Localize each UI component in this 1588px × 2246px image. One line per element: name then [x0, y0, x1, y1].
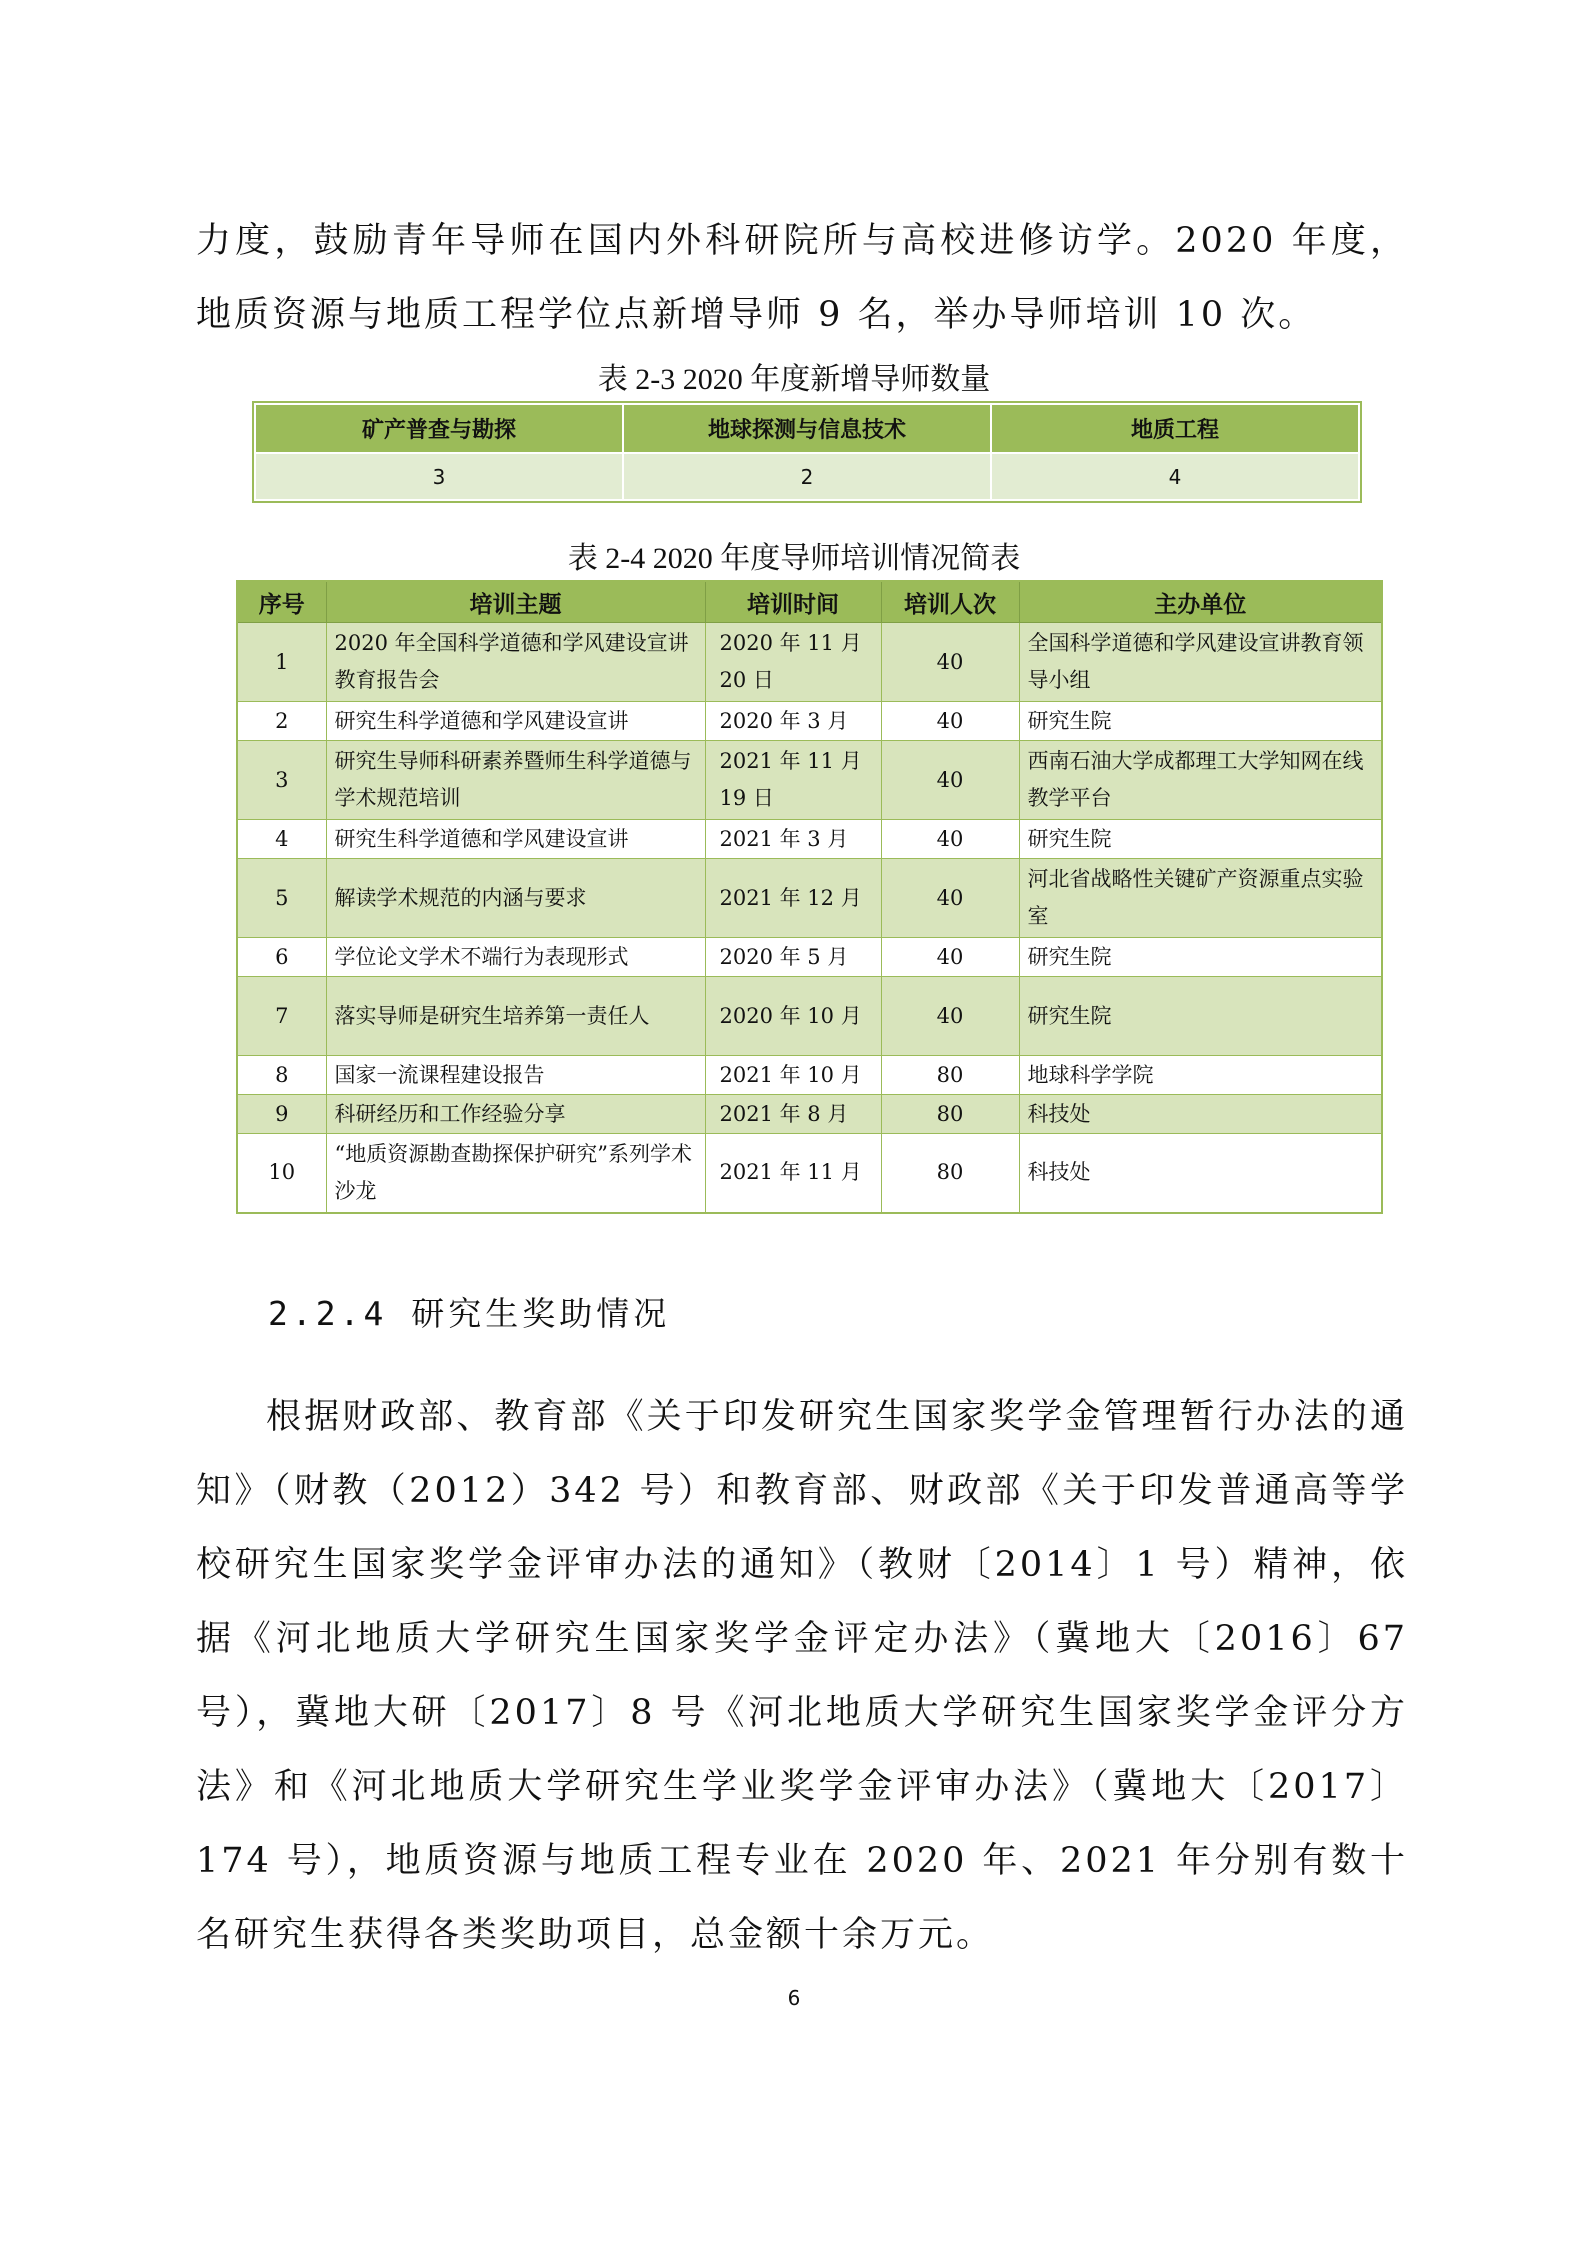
row-no: 4 — [237, 820, 326, 859]
row-time: 2020 年 5 月 — [705, 938, 881, 977]
header-topic: 培训主题 — [326, 581, 705, 623]
row-no: 1 — [237, 623, 326, 702]
table4-caption: 表 2-4 2020 年度导师培训情况简表 — [567, 542, 1021, 575]
row-no: 5 — [237, 859, 326, 938]
advisor-training-table — [236, 580, 1383, 1214]
row-topic: 解读学术规范的内涵与要求 — [326, 859, 705, 938]
row-count: 40 — [881, 977, 1019, 1056]
table-header-cell: 矿产普查与勘探 — [255, 404, 623, 453]
header-no: 序号 — [237, 581, 326, 623]
row-org: 西南石油大学成都理工大学知网在线教学平台 — [1019, 741, 1382, 820]
row-org: 全国科学道德和学风建设宣讲教育领导小组 — [1019, 623, 1382, 702]
row-topic: 落实导师是研究生培养第一责任人 — [326, 977, 705, 1056]
row-count: 40 — [881, 820, 1019, 859]
intro-paragraph: 力度，鼓励青年导师在国内外科研院所与高校进修访学。2020 年度，地质资源与地质工程学位点新增导师 9 名，举办导师培训 10 次。 — [196, 221, 1408, 335]
header-count: 培训人次 — [881, 581, 1019, 623]
table-row — [237, 741, 1382, 820]
table-cell: 2 — [623, 453, 991, 500]
row-org: 研究生院 — [1019, 938, 1382, 977]
row-topic: “地质资源勘查勘探保护研究”系列学术沙龙 — [326, 1134, 705, 1213]
table-row — [237, 1134, 1382, 1213]
row-org: 地球科学学院 — [1019, 1056, 1382, 1095]
table-row — [237, 820, 1382, 859]
row-topic: 科研经历和工作经验分享 — [326, 1095, 705, 1134]
row-time: 2021 年 10 月 — [705, 1056, 881, 1095]
row-count: 40 — [881, 702, 1019, 741]
row-count: 40 — [881, 741, 1019, 820]
row-org: 研究生院 — [1019, 820, 1382, 859]
table-row — [237, 623, 1382, 702]
row-no: 7 — [237, 977, 326, 1056]
row-no: 9 — [237, 1095, 326, 1134]
table3-caption: 表 2-3 2020 年度新增导师数量 — [597, 363, 991, 396]
row-no: 6 — [237, 938, 326, 977]
table-cell: 4 — [991, 453, 1359, 500]
header-org: 主办单位 — [1019, 581, 1382, 623]
row-topic: 研究生导师科研素养暨师生科学道德与学术规范培训 — [326, 741, 705, 820]
row-count: 40 — [881, 859, 1019, 938]
row-time: 2020 年 11 月 20 日 — [705, 623, 881, 702]
row-time: 2021 年 8 月 — [705, 1095, 881, 1134]
row-time: 2020 年 3 月 — [705, 702, 881, 741]
row-time: 2021 年 3 月 — [705, 820, 881, 859]
row-count: 40 — [881, 623, 1019, 702]
row-org: 研究生院 — [1019, 702, 1382, 741]
row-count: 40 — [881, 938, 1019, 977]
row-count: 80 — [881, 1134, 1019, 1213]
row-org: 科技处 — [1019, 1134, 1382, 1213]
row-time: 2021 年 11 月 — [705, 1134, 881, 1213]
row-time: 2020 年 10 月 — [705, 977, 881, 1056]
table-row — [237, 977, 1382, 1056]
row-topic: 2020 年全国科学道德和学风建设宣讲教育报告会 — [326, 623, 705, 702]
row-topic: 研究生科学道德和学风建设宣讲 — [326, 702, 705, 741]
row-topic: 研究生科学道德和学风建设宣讲 — [326, 820, 705, 859]
row-org: 研究生院 — [1019, 977, 1382, 1056]
table-header-row — [237, 581, 1382, 623]
header-time: 培训时间 — [705, 581, 881, 623]
page-number: 6 — [787, 1986, 801, 2010]
row-no: 2 — [237, 702, 326, 741]
row-topic: 学位论文学术不端行为表现形式 — [326, 938, 705, 977]
table-cell: 3 — [255, 453, 623, 500]
row-count: 80 — [881, 1056, 1019, 1095]
row-no: 8 — [237, 1056, 326, 1095]
section-heading: 2.2.4 研究生奖助情况 — [268, 1294, 671, 1333]
row-time: 2021 年 12 月 — [705, 859, 881, 938]
table-header-row — [255, 404, 1359, 453]
row-topic: 国家一流课程建设报告 — [326, 1056, 705, 1095]
section-body: 根据财政部、教育部《关于印发研究生国家奖学金管理暂行办法的通知》（财教（2012）342 号）和教育部、财政部《关于印发普通高等学校研究生国家奖学金评审办法的通知》（教财〔2014〕1 号）精神，依据《河北地质大学研究生国家奖学金评定办法》（冀地大〔2016〕67 号），冀地大研〔2017〕8 号《河北地质大学研究生国家奖学金评分方法》和《河北地质大学研究生学业奖学金评审办法》（冀地大〔2017〕174 号），地质资源与地质工程专业在 2020 年、2021 年分别有数十名研究生获得各类奖助项目，总金额十余万元。 — [196, 1397, 1408, 1955]
table-header-cell: 地质工程 — [991, 404, 1359, 453]
row-no: 3 — [237, 741, 326, 820]
row-count: 80 — [881, 1095, 1019, 1134]
row-time: 2021 年 11 月 19 日 — [705, 741, 881, 820]
table-header-cell: 地球探测与信息技术 — [623, 404, 991, 453]
table-row — [237, 859, 1382, 938]
table-row — [237, 702, 1382, 741]
table-row — [237, 938, 1382, 977]
table-row — [255, 453, 1359, 500]
new-advisors-table — [254, 403, 1360, 501]
table-row — [237, 1095, 1382, 1134]
row-org: 科技处 — [1019, 1095, 1382, 1134]
row-org: 河北省战略性关键矿产资源重点实验室 — [1019, 859, 1382, 938]
table-row — [237, 1056, 1382, 1095]
row-no: 10 — [237, 1134, 326, 1213]
